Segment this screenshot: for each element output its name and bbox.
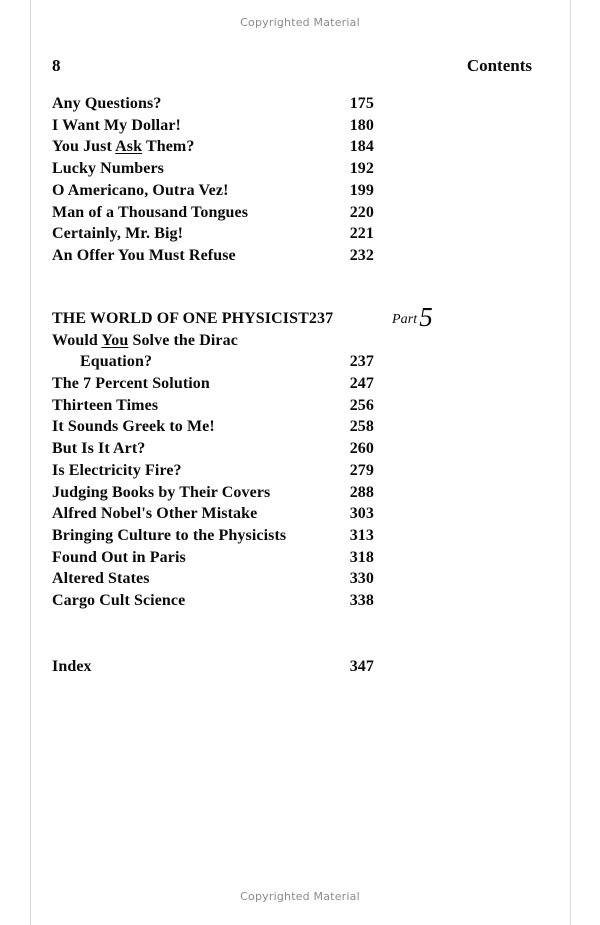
toc-entry-title: Bringing Culture to the Physicists [52, 526, 287, 544]
toc-entry-page: 279 [349, 461, 374, 479]
toc-entry [52, 525, 374, 547]
toc-entry [52, 438, 374, 460]
underlined-word: You [101, 331, 129, 349]
toc-entry-page: 180 [349, 116, 374, 134]
toc-entry [52, 93, 374, 115]
toc-entry-page: 330 [349, 570, 374, 588]
toc-entry-page: 318 [349, 548, 374, 566]
page-header [52, 56, 532, 76]
toc-entry [52, 482, 374, 504]
toc-entry-title: Certainly, Mr. Big! [52, 225, 184, 243]
toc-entry [52, 158, 374, 180]
running-header-title: Contents [466, 56, 532, 75]
toc-entry-page: 237 [349, 353, 374, 371]
toc-part4-entries [52, 93, 433, 267]
toc-entry-title: Is Electricity Fire? [52, 461, 182, 479]
copyright-notice-top: Copyrighted Material [240, 16, 360, 29]
page-number: 8 [52, 56, 61, 75]
toc-entry-page: 338 [349, 592, 374, 610]
toc-entry-page: 199 [349, 181, 374, 199]
toc-entry [52, 202, 374, 224]
toc-entry-page: 184 [349, 138, 374, 156]
toc-entry-title: Thirteen Times [52, 396, 159, 414]
toc-entry [52, 245, 374, 267]
toc-entry-title: Man of a Thousand Tongues [52, 203, 249, 221]
part-label: Part [392, 311, 418, 327]
toc-entry [52, 395, 374, 417]
scan-edge-left [30, 0, 31, 925]
toc-entry-title: Equation? [80, 353, 153, 371]
toc-entry [52, 115, 374, 137]
part5-heading-row [52, 299, 433, 330]
toc-entry-page: 192 [349, 160, 374, 178]
toc-entry-title: O Americano, Outra Vez! [52, 181, 229, 199]
toc-entry [52, 223, 374, 245]
part5-heading-page: 237 [308, 309, 334, 327]
toc-entry [52, 351, 374, 373]
toc-entry-page [334, 330, 374, 352]
toc-entry-title: Would You Solve the Dirac [52, 331, 238, 349]
part5-heading-measure [52, 308, 374, 330]
toc-entry-title: I Want My Dollar! [52, 116, 181, 134]
copyright-notice-bottom: Copyrighted Material [240, 890, 360, 903]
toc-entry [52, 547, 374, 569]
toc-entry [52, 330, 374, 352]
toc-entry-title: Judging Books by Their Covers [52, 483, 271, 501]
toc-entry [52, 503, 374, 525]
toc-entry-title: Alfred Nobel's Other Mistake [52, 505, 258, 523]
toc-entry-page: 256 [349, 396, 374, 414]
toc-entry [52, 416, 374, 438]
toc-entry-page: 220 [349, 203, 374, 221]
toc-entry [52, 136, 374, 158]
toc-entry [52, 180, 374, 202]
toc-entry [52, 373, 374, 395]
toc-entry-page: 175 [349, 95, 374, 112]
toc-entry [52, 656, 374, 678]
toc-entry-title: Altered States [52, 570, 150, 588]
toc-part5-entries [52, 330, 433, 612]
toc-entry-title: The 7 Percent Solution [52, 375, 210, 393]
toc-entry-page: 221 [349, 225, 374, 243]
toc-index [52, 656, 433, 678]
scan-edge-right [570, 0, 571, 925]
toc-entry-title: But Is It Art? [52, 440, 146, 458]
toc-entry-page: 347 [349, 657, 374, 675]
underlined-word: Ask [115, 138, 143, 156]
toc-entry [52, 590, 374, 612]
toc-entry-page: 303 [349, 505, 374, 523]
toc-entry-page: 260 [349, 440, 374, 458]
toc-entry-title: Any Questions? [52, 95, 162, 112]
part-number: 5 [419, 301, 433, 332]
toc-entry-page: 258 [349, 418, 374, 436]
toc-entry-title: You Just Ask Them? [52, 138, 195, 156]
part5-heading-title: THE WORLD OF ONE PHYSICIST [52, 309, 309, 327]
toc-entry [52, 568, 374, 590]
toc-entry-title: Cargo Cult Science [52, 592, 186, 610]
toc-entry-page: 247 [349, 375, 374, 393]
toc-entry-page: 232 [349, 246, 374, 264]
toc-entry [52, 460, 374, 482]
toc-entry-page: 313 [349, 526, 374, 544]
toc-entry-title: An Offer You Must Refuse [52, 246, 236, 264]
toc-entry-page: 288 [349, 483, 374, 501]
toc-entry-title: Found Out in Paris [52, 548, 186, 566]
toc-entry-title: Index [52, 657, 92, 675]
part5-marker [392, 299, 433, 330]
table-of-contents [52, 93, 433, 677]
toc-entry-title: Lucky Numbers [52, 160, 164, 178]
toc-entry-title: It Sounds Greek to Me! [52, 418, 215, 436]
